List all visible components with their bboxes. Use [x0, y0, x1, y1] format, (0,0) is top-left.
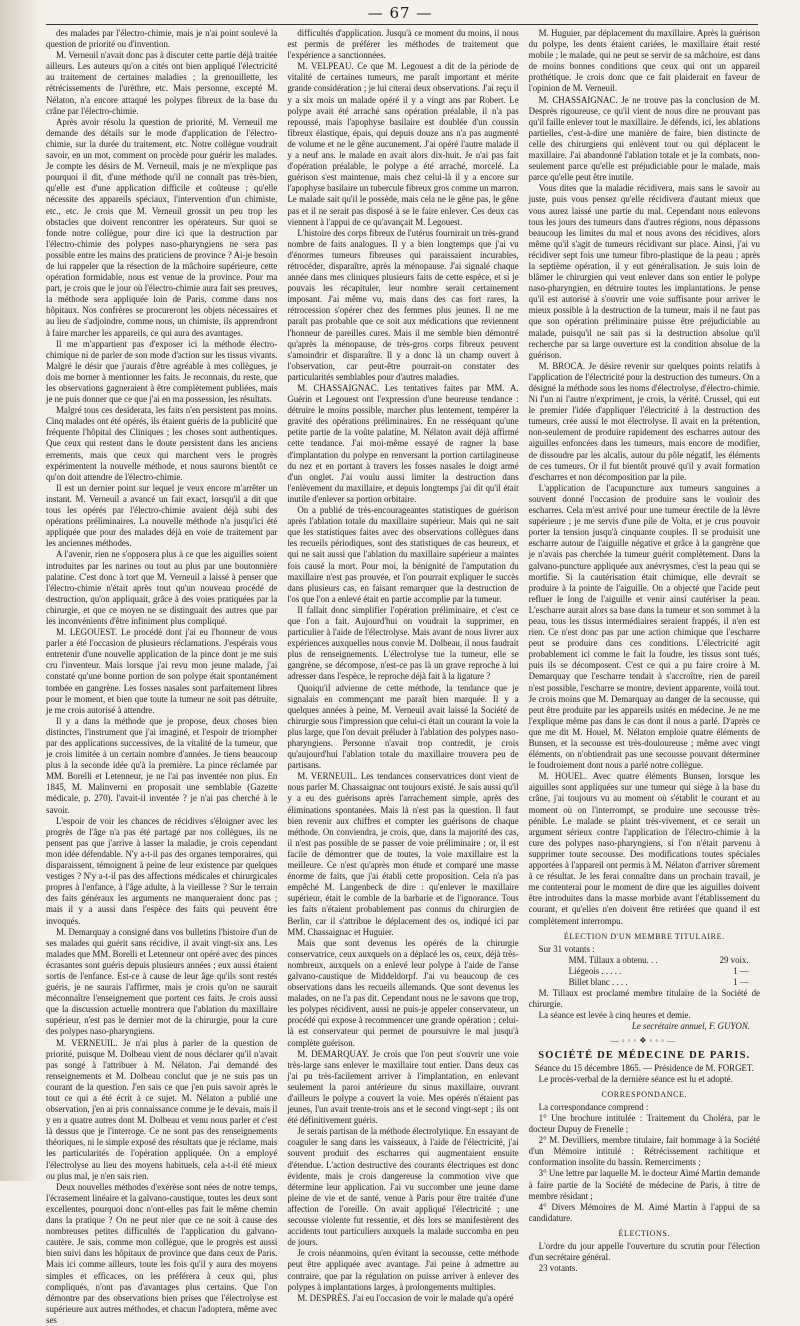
paragraph: M. CHASSAIGNAC. Les tentatives faites par MM. A. Guérin et Legouest ont l'expression d'une heureuse tendance : détruire le moins possible, marcher plus lentement, tempérer la gravité des opérations préliminaires. En ne resséquant qu'une petite partie de la voûte palatine, M. Nélaton avait déjà affirmé cette tendance. J'ai moi-même essayé de ragner la base d'implantation du polype en renversant la portion cartilagineuse du nez et en portant à travers les fosses nasales le doigt armé d'un onglet. J'ai voulu aussi limiter la destruction dans l'enlèvement du maxillaire, et depuis longtemps j'ai dit qu'il était inutile d'enlever sa portion orbitaire.: [287, 383, 519, 504]
correspondance-item: 3° Une lettre par laquelle M. le docteur Aimé Martin demande à faire partie de la Société de médecine de Paris, à titre de membre résidant ;: [528, 1168, 760, 1201]
vote-row: [529, 977, 760, 988]
header-rule: [46, 24, 758, 25]
paragraph: A l'avenir, rien ne s'opposera plus à ce que les aiguilles soient introduites par les narines ou tout au plus par une boutonnière palatine. C'est donc à tort que M. Verneuil a laissé à penser que l'électro-chimie n'était après tout qu'un nouveau procédé de destruction, qu'on appliquait, grâce à des voies pratiquées par la chirurgie, et que ce moyen ne se distinguait des autres que par les inconvénients d'être infiniment plus compliqué.: [46, 549, 278, 626]
vote-candidate: Billet blanc . . . .: [568, 976, 628, 987]
column-right: [528, 28, 760, 1274]
election-title: ÉLECTION D'UN MEMBRE TITULAIRE.: [563, 931, 725, 941]
paragraph: Je crois néanmoins, qu'en évitant la secousse, cette méthode peut être appliquée avec avantage. J'ai peine à admettre au contraire, que par la régulation on puisse arriver à enlever des polypes à implantations larges, à prolongements multiples.: [287, 1248, 519, 1292]
vote-row: [529, 955, 760, 966]
proclamation: M. Tillaux est proclamé membre titulaire de la Société de chirurgie.: [528, 988, 760, 1010]
page-edge-stain: [0, 0, 40, 1181]
paragraph: Mais que sont devenus les opérés de la chirurgie conservatrice, ceux auxquels on a déplacé les os, ceux, déjà très-nombreux, auxquels on a enlevé leur polype à l'aide de l'anse galvano-caustique de Middeldorpf. J'ai vu beaucoup de ces observations dans les recueils allemands. Que sont devenus les malades, on ne l'a pas dit. Cependant nous ne le savons que trop, les polypes récidivent, aussi ne puis-je appeler conservateur, un procédé qui expose à recommencer une grande opération ; celui-là est conservateur qui permet de poursuivre le mal jusqu'à complète guérison.: [287, 937, 519, 1048]
vote-count: 1 —: [733, 976, 749, 987]
paragraph: Vous dites que la maladie récidivera, mais sans le savoir au juste, puis vous pensez qu'elle récidivera d'autant mieux que vous aurez laissé une partie du mal. Cependant nous enlevons tous les jours des tumeurs dans d'autres régions, nous dépassons beaucoup les limites du mal et nous avons des récidives, alors même qu'il s'agit de tumeurs récidivant sur place. Ainsi, j'ai vu récidiver sept fois une tumeur fibro-plastique de la peau ; après la septième opération, il y eut généralisation. Je suis loin de blâmer le chirurgien qui veut enlever dans son entier le polype naso-pharyngien, en détruire toutes les implantations. Je pense qu'il est autorisé à s'ouvrir une voie suffisante pour arriver le mieux possible à la destruction de la tumeur, mais il ne faut pas que son opération préliminaire puisse être préjudiciable au malade, puisqu'il ne sait pas si la destruction absolue qu'il recherche par sa large ouverture est la condition absolue de la guérison.: [528, 183, 760, 360]
correspondance-item: La correspondance comprend :: [538, 1101, 649, 1112]
paragraph: Il y a dans la méthode que je propose, deux choses bien distinctes, l'instrument que j'ai imaginé, et l'espoir de triompher par des applications successives, de la vitalité de la tumeur, que je crois limitée à un certain nombre d'années. Je tiens beaucoup plus à la seconde idée qu'à la première. La pince réclamée par MM. Borelli et Letenneur, je ne l'ai pas inventée non plus. En 1845, M. Malinverni en proposait une semblable (Gazette médicale, p. 270). l'avait-il inventée ? je n'ai pas cherché à le savoir.: [46, 715, 278, 815]
vote-count: 1 —: [733, 965, 749, 976]
paragraph: M. Verneuil n'avait donc pas à discuter cette partie déjà traitée ailleurs. Les auteurs qu'on a cités ont bien appliqué l'électricité au traitement de certaines maladies ; la grenouillette, les rétrécissements de l'urèthre, etc. Mais personne, excepté M. Nélaton, n'a encore attaqué les polypes fibreux de la base du crâne par l'électro-chimie.: [46, 50, 278, 116]
paragraph: Quoiqu'il advienne de cette méthode, la tendance que je signalais en commençant me paraît bien marquée. Il y a quelques années à peine, M. Verneuil avait laissé la Société de chirurgie sous l'impression que celui-ci était un courant la voie la plus large, que l'on devait préluder à l'ablation des polypes naso-pharyngiens. Personne n'avait trop contredit, je crois qu'aujourd'hui l'ablation totale du maxillaire trouvera peu de partisans.: [287, 682, 519, 771]
paragraph: M. CHASSAIGNAC. Je ne trouve pas la conclusion de M. Desprès rigoureuse, ce qu'il vient de nous dire ne prouvant pas qu'il faille enlever tout le maxillaire. Je défends, ici, les ablations partielles, c'est-à-dire une manière de faire, bien distincte de celle des chirurgiens qui enlèvent tout ou qui déplacent le maxillaire. J'ai abandonné l'ablation totale et je la combats, non-seulement parce qu'elle est préjudiciable pour le malade, mais parce qu'elle peut être inutile.: [528, 94, 760, 183]
paragraph: L'espoir de voir les chances de récidives s'éloigner avec les progrès de l'âge n'a pas été partagé par nos collègues, ils ne pensent pas que j'arrive à lasser la maladie, je crois cependant mon idée défendable. N'y a-t-il pas des organes temporaires, qui disparaissent, témoignent à peine de leur existence par quelques vestiges ? N'y a-t-il pas des affections médicales et chirurgicales propres à l'enfance, à l'âge adulte, à la vieillesse ? Sur le terrain des faits généraux les arguments ne manqueraient donc pas ; mais il y a aussi dans l'espèce des faits qui peuvent être invoqués.: [46, 815, 278, 926]
correspondance-title: CORRESPONDANCE.: [601, 1089, 688, 1099]
column-left: [46, 28, 278, 1325]
paragraph: M. LEGOUEST. Le procédé dont j'ai eu l'honneur de vous parler a été l'occasion de plusieurs réclamations. J'espérais vous entretenir d'une nouvelle application de la pince dont je me suis cru l'inventeur. Mais lorsque j'ai revu mon jeune malade, j'ai constaté qu'une bonne portion de son polype était spontanément tombée en gangrène. Les fosses nasales sont parfaitement libres pour le moment, et bien que toute la tumeur ne soit pas détruite, je me crois autorisé à attendre.: [46, 627, 278, 715]
seance-date: Séance du 15 décembre 1865. — Présidence de M. FORGET.: [534, 1062, 754, 1073]
paragraph: M. BROCA. Je désire revenir sur quelques points relatifs à l'application de l'électricité pour la destruction des tumeurs. On a désigné la méthode sous les noms d'électrolyse, d'électro-chimie. Ni l'un ni l'autre n'expriment, je crois, la vérité. Crussel, qui eut le premier l'idée d'appliquer l'électricité à la destruction des tumeurs, crée aussi le mot électrolyse. Il avait en la prétention, non-seulement de produire rapidement des escharres autour des aiguilles enfoncées dans les tumeurs, mais encore de modifier, de dissoudre par les alcalis, autour du pôle négatif, les éléments de ces tumeurs. Or il fut bientôt prouvé qu'il y avait formation d'escharres et non décomposition par la pile.: [528, 360, 760, 482]
paragraph: M. DESPRÈS. J'ai eu l'occasion de voir le malade qu'a opéré: [297, 1292, 514, 1303]
votants-final: 23 votants.: [538, 1263, 578, 1274]
vote-candidate: Liégeois . . . . .: [568, 965, 622, 976]
vote-row: [529, 966, 760, 977]
votants-line: Sur 31 votants :: [538, 943, 595, 954]
society-title: SOCIÉTÉ DE MÉDECINE DE PARIS.: [538, 1049, 751, 1061]
seance-levee: La séance est levée à cinq heures et demie.: [538, 1010, 691, 1021]
paragraph: Il est un dernier point sur lequel je veux encore m'arrêter un instant. M. Verneuil a avancé un fait exact, lorsqu'il a dit que tous les opérés par l'électro-chimie avaient déjà subi des opérations préliminaires. La nouvelle méthode n'a jusqu'ici été appliquée que pour des malades déjà en voie de traitement par les anciennes méthodes.: [46, 482, 278, 549]
paragraph: On a publié de très-encourageantes statistiques de guérison après l'ablation totale du maxillaire supérieur. Mais qui ne sait que les statistiques faites avec des observations collègues dans les recueils périodiques, sont des statistiques de cas heureux, et qui ne sait aussi que l'ablation du maxillaire supérieur a maintes fois causé la mort. Pour moi, la bénignité de l'amputation du maxillaire n'est pas prouvée, et l'on pourrait expliquer le succès dans plusieurs cas, en faisant remarquer que la destruction de l'os que l'on a enlevé était en partie accomplie par la tumeur.: [287, 505, 519, 604]
paragraph: Il fallait donc simplifier l'opération préliminaire, et c'est ce que l'on a fait. Aujourd'hui on voudrait la supprimer, en particulier à l'aide de l'électrolyse. Mais avant de nous livrer aux expériences auxquelles nous convie M. Dolbeau, il nous faudrait plus de renseignements. L'électrolyse tue la tumeur, elle se gangrène, se décompose, n'est-ce pas là un grave reproche à lui adresser dans l'espèce, le reproche déjà fait à la ligature ?: [287, 604, 519, 682]
paragraph: M. HOUEL. Avec quatre éléments Bunsen, lorsque les aiguilles sont appliquées sur une tumeur qui siège à la base du crâne, j'ai toujours vu au moment où s'établit le courant et au moment où on l'interrompt, se produire une secousse très-pénible. Le malade se plaint très-vivement, et ce serait un argument sérieux contre l'application de l'électro-chimie à la cure des polypes naso-pharyngiens, si l'on n'était parvenu à supprimer toute secousse. Des modifications toutes spéciales apportées à l'appareil ont permis à M. Nélaton d'arriver sûrement à ce résultat. Je les ferai connaître dans un prochain travail, je me contenterai pour le moment de dire que les aiguilles doivent être introduites dans la masse morbide avant l'établissement du courant, et qu'elles n'en doivent être retirées que quand il est complètement interrompu.: [528, 771, 760, 926]
paragraph: Je serais partisan de la méthode électrolytique. En essayant de coaguler le sang dans les vaisseaux, à l'aide de l'électricité, j'ai souvent produit des escharres qui augmentaient ensuite d'étendue. L'action destructive des courants électriques est donc évidente, mais je crois dangereuse la commotion vive que détermine leur application. J'ai vu succomber une jeune dame pleine de vie et de santé, venue à Paris pour être traitée d'une affection de l'oreille. On avait appliqué l'électricité ; une secousse violente fut ressentie, et dès lors se manifestèrent des accidents tout particuliers auxquels la malade succomba en peu de jours.: [287, 1126, 519, 1248]
paragraph: M. VERNEUIL. Les tendances conservatrices dont vient de nous parler M. Chassaignac ont toujours existé. Je sais aussi qu'il y a eu des guérisons après l'arrachement simple, après des éliminations spontanées. Mais là n'est pas la question. Il faut bien revenir aux chiffres et compter les guérisons de chaque méthode. On conviendra, je crois, que, dans la majorité des cas, il n'est pas possible de se passer de voie préliminaire ; or, il est facile de démontrer que de toutes, la voie maxillaire est la meilleure. Ce n'est qu'après mon étude et comparé une masse énorme de faits, que j'ai établi cette proposition. Cela n'a pas empêché M. Langenbeck de dire : qu'enlever le maxillaire supérieur, était le comble de la barbarie et de l'ignorance. Tous les faits n'étaient probablement pas connus du chirurgien de Berlin, car il s'attribue le déplacement des os, indiqué ici par MM. Chassaignac et Huguier.: [287, 771, 519, 937]
vote-list: [529, 955, 760, 988]
paragraph: L'histoire des corps fibreux de l'utérus fournirait un très-grand nombre de faits analogues. Il y a bien longtemps que j'ai vu d'énormes tumeurs fibreuses qui paraissaient incurables, rétrocéder, disparaître, après la ménopause. J'ai signalé chaque année dans mes cliniques plusieurs faits de cette espèce, et si je pouvais les récapituler, leur nombre serait certainement imposant. J'ai même vu, mais dans des cas fort rares, la rétrocession s'opérer chez des femmes plus jeunes. Il ne me paraît pas probable que ce soit aux médications que reviennent l'honneur de pareilles cures. Mais il me semble bien démontré qu'après la ménopause, de très-gros corps fibreux peuvent s'amoindrir et disparaître. Il y a donc là un champ ouvert à l'observation, car peut-être pourrait-on constater des particularités semblables pour d'autres maladies.: [287, 227, 519, 382]
correspondance-list: [529, 1102, 760, 1224]
vote-candidate: MM. Tillaux a obtenu. . .: [568, 954, 658, 965]
paragraph: M. DEMARQUAY. Je crois que l'on peut s'ouvrir une voie très-large sans enlever le maxillaire tout entier. Dans deux cas j'ai pu très-facilement arriver à l'implantation, en enlevant seulement la paroi antérieure du sinus maxillaire, ouvrant d'ailleurs le polype a couvert la voie. Mes opérés n'étaient pas jeunes, l'un avait trente-trois ans et le second vingt-sept ; ils ont été définitivement guéris.: [287, 1048, 519, 1126]
correspondance-item: 1° Une brochure intitulée : Traitement du Choléra, par le docteur Dupuy de Frenelle ;: [528, 1113, 760, 1135]
page-number: — 67 —: [367, 4, 433, 22]
elections-title: ÉLECTIONS.: [618, 1228, 671, 1238]
paragraph: L'application de l'acupuncture aux tumeurs sanguines a souvent donné l'occasion de produire sans le vouloir des escharres. Cela m'est arrivé pour une tumeur érectile de la lèvre supérieure ; je me servis d'une pile de Volta, et je crus pouvoir porter la tension jusqu'à cinquante couples. Il se produisit une escharre autour de l'aiguille négative et grâce à la gangrène que je n'avais pas cherchée la tumeur guérit complètement. Dans la galvano-puncture appliquée aux anévrysmes, c'est la peau qui se mortifie. Si la cautérisation était chimique, elle devrait se produire à la pointe de l'aiguille. On a objecté que l'acide peut refluer le long de l'aiguille et venir ainsi cautériser la peau. L'escharre aurait alors sa base dans la tumeur et son sommet à la peau, tous les tissus intermédiaires seraient frappés, il n'en est rien. Ce n'est donc pas par une action chimique que l'escharre peut se produire dans ces conditions. L'électricité agit probablement ici comme le fait la foudre, les tissus sont tués, puis ils se décomposent. C'est ce qui a pu faire croire à M. Demarquay que l'escharre tendait à s'accroître, rien de pareil n'est possible, l'escharre se montre, devient apparente, voilà tout. Je crois moins que M. Demarquay au danger de la secousse, qui peut être produite par les appareils usités en médecine. Je ne me l'explique même pas dans le cas dont il nous a parlé. D'après ce que me dit M. Houel, M. Nélaton emploie quatre éléments de Bunsen, et la secousse est très-douloureuse ; même avec vingt éléments, on n'obtiendrait pas une secousse pouvant déterminer le foudroiement dont nous a parlé notre collègue.: [528, 482, 760, 771]
paragraph: Deux nouvelles méthodes d'exérèse sont nées de notre temps, l'écrasement linéaire et la galvano-caustique, toutes les deux sont excellentes, pourquoi donc n'ont-elles pas fait le même chemin dans la pratique ? On ne peut nier que ce ne soit à cause des nombreuses petites difficultés de l'application du galvano-cautère. Je sais, comme mon collègue, que le progrès est aussi bien suivi dans les hôpitaux de province que dans ceux de Paris. Mais ici comme ailleurs, toute les fois qu'il y aura des moyens simples et efficaces, on les préférera à ceux qui, plus compliqués, n'ont pas d'avantages plus certains. Que l'on démontre par des observations bien prises que l'électrolyse est supérieure aux autres méthodes, et chacun l'adoptera, même avec ses: [46, 1181, 278, 1325]
paragraph: difficultés d'application. Jusqu'à ce moment du moins, il nous est permis de préférer les méthodes de traitement que l'expérience a sanctionnées.: [287, 28, 519, 61]
paragraph: M. Demarquay a consigné dans vos bulletins l'histoire d'un de ses malades qui guérit sans récidive, il avait vingt-six ans. Les malades que MM. Borelli et Letenneur ont opéré avec des pinces écrasantes sont guéris depuis plusieurs années ; eux aussi étaient sortis de l'enfance. Est-ce à cause de leur âge qu'ils sont restés guéris, je ne saurais l'affirmer, mais je crois qu'on ne saurait méconnaître l'enseignement que portent ces faits. Je crois aussi que la discussion actuelle montrera que l'ablation du maxillaire supérieur, n'est pas le dernier mot de la chirurgie, pour la cure des polypes naso-pharyngiens.: [46, 926, 278, 1037]
correspondance-item: 4° Divers Mémoires de M. Aimé Martin à l'appui de sa candidature.: [528, 1201, 760, 1223]
vote-count: 29 voix.: [719, 954, 749, 965]
paragraph: M. VERNEUIL. Je n'ai plus à parler de la question de priorité, puisque M. Dolbeau vient de nous déclarer qu'il n'avait pas songé à l'attribuer à M. Nélaton. J'ai demandé des renseignements et M. Dolbeau conclut que je ne suis pas un courant de la question. J'en sais ce que j'en puis savoir après le tout ce qui a été écrit à ce sujet. M. Nélaton a publié une observation, j'en ai pris connaissance comme je le devais, mais il y en a quatre autres dont M. Dolbeau et venu nous parler et c'est là dessus que je l'interroge. Ce ne sont pas des renseignements théoriques, ni le simple exposé des résultats que je réclame, mais les particularités de l'opération appliquée. On a employé l'électrolyse au lieu des moyens habituels, cela a-t-il été mieux ou plus mal, je n'en sais rien.: [46, 1037, 278, 1181]
proces-verbal: Le procès-verbal de la dernière séance est lu et adopté.: [538, 1073, 733, 1084]
correspondance-item: 2° M. Devilliers, membre titulaire, fait hommage à la Société d'un Mémoire intitulé : Rétrécissement rachitique et conformation insolite du bassin. Remerciments ;: [528, 1135, 760, 1168]
paragraph: M. Huguier, par déplacement du maxillaire. Après la guérison du polype, les dents étaient cariées, le maxillaire était resté mobile ; le malade, qui ne peut se servir de sa mâchoire, est dans de moins bonnes conditions que ceux qui ont un appareil prothétique. Je crois donc que ce fait plaiderait en faveur de l'opinion de M. Verneuil.: [528, 28, 760, 94]
paragraph: Il me m'appartient pas d'exposer ici la méthode électro-chimique ni de parler de son mode d'action sur les tissus vivants. Malgré le désir que j'aurais d'être agréable à mes collègues, je dois me borner à mentionner les faits. Je reconnais, du reste, que les observations gagneraient à être complètement publiées, mais je ne puis donner que ce que j'ai en ma possession, les résultats.: [46, 338, 278, 405]
elections-text: L'ordre du jour appelle l'ouverture du scrutin pour l'élection d'un secrétaire général.: [528, 1241, 760, 1263]
column-middle: [287, 28, 519, 1303]
column-right-body: [529, 28, 760, 927]
secretary-signature: Le secrétaire annuel, F. GUYON.: [631, 1021, 750, 1032]
text-columns: [46, 28, 760, 1325]
paragraph: des malades par l'électro-chimie, mais je n'ai point soulevé la question de priorité ou d'invention.: [46, 28, 278, 50]
paragraph: Malgré tous ces desiderata, les faits n'en persistent pas moins. Cinq malades ont été opérés, ils étaient guéris de la publicité que fréquente l'hôpital des Cliniques ; les choses sont authentiques. Que ceux qui restent dans le doute persistent dans les anciens errements, mais que ceux qui marchent vers le progrès expérimentent la nouvelle méthode, et nous saurons bientôt ce qu'on doit attendre de l'électro-chimie.: [46, 405, 278, 482]
paragraph: M. VELPEAU. Ce que M. Legouest a dit de la période de vitalité de certaines tumeurs, me paraît important et mérite grande considération ; je lui citerai deux observations. J'ai reçu il y a six mois un malade opéré il y a vingt ans par Robert. Le polype avait été arraché sans opération préalable, il n'a pas repoussé, mais l'apophyse basilaire est doublée d'un coussin fibreux élastique, épais, qui depuis douze ans n'a pas augmenté de volume et ne le gêne aucunement. J'ai opéré l'autre malade il y a neuf ans. le malade en avait alors dix-huit. Je n'ai pas fait d'opération préalable, le polype a été arraché, morcelé. La guérison s'est maintenue, mais chez celui-là il y a encore sur l'apophyse basilaire un tubercule fibreux gros comme un marron. Le malade sait qu'il le possède, mais cela ne le gêne pas, le gêne pas et il ne serait pas disposé à se le faire enlever. Ces deux cas viennent à l'appui de ce qu'avançait M. Legouest.: [287, 61, 519, 227]
paragraph: Après avoir résolu la question de priorité, M. Verneuil me demande des détails sur le mode d'application de l'électro-chimie, sur la durée du traitement, etc. Notre collègue voudrait savoir, en un mot, comment on procède pour guérir les malades. Je compte les désirs de M. Verneuil, mais je ne m'explique pas pourquoi il dit, d'une méthode qu'il ne connaît pas très-bien, qu'elle est d'une application difficile et coûteuse ; qu'elle nécessite des appareils spéciaux, l'intervention d'un chimiste, etc., etc. Je crois que M. Verneuil grossit un peu trop les obstacles que doivent rencontrer les opérateurs. Sur quoi se fonde notre collègue, pour dire ici que la destruction par l'électro-chimie des polypes naso-pharyngiens ne sera pas possible entre les mains des praticiens de province ? Ai-je besoin de lui rappeler que la résection de la mâchoire supérieure, cette opération formidable, nous est venue de la province. Pour ma part, je crois que le jour où l'électro-chimie aura fait ses preuves, la méthode sera appliquée loin de Paris, comme dans nos hôpitaux. Nos confrères se procureront les objets nécessaires et au lieu de s'adjoindre, comme nous, un chimiste, ils apprendront à faire marcher les appareils, ce qui aura des avantages.: [46, 116, 278, 338]
section-ornament: —◦◦◦❖◦◦◦—: [610, 1036, 678, 1046]
